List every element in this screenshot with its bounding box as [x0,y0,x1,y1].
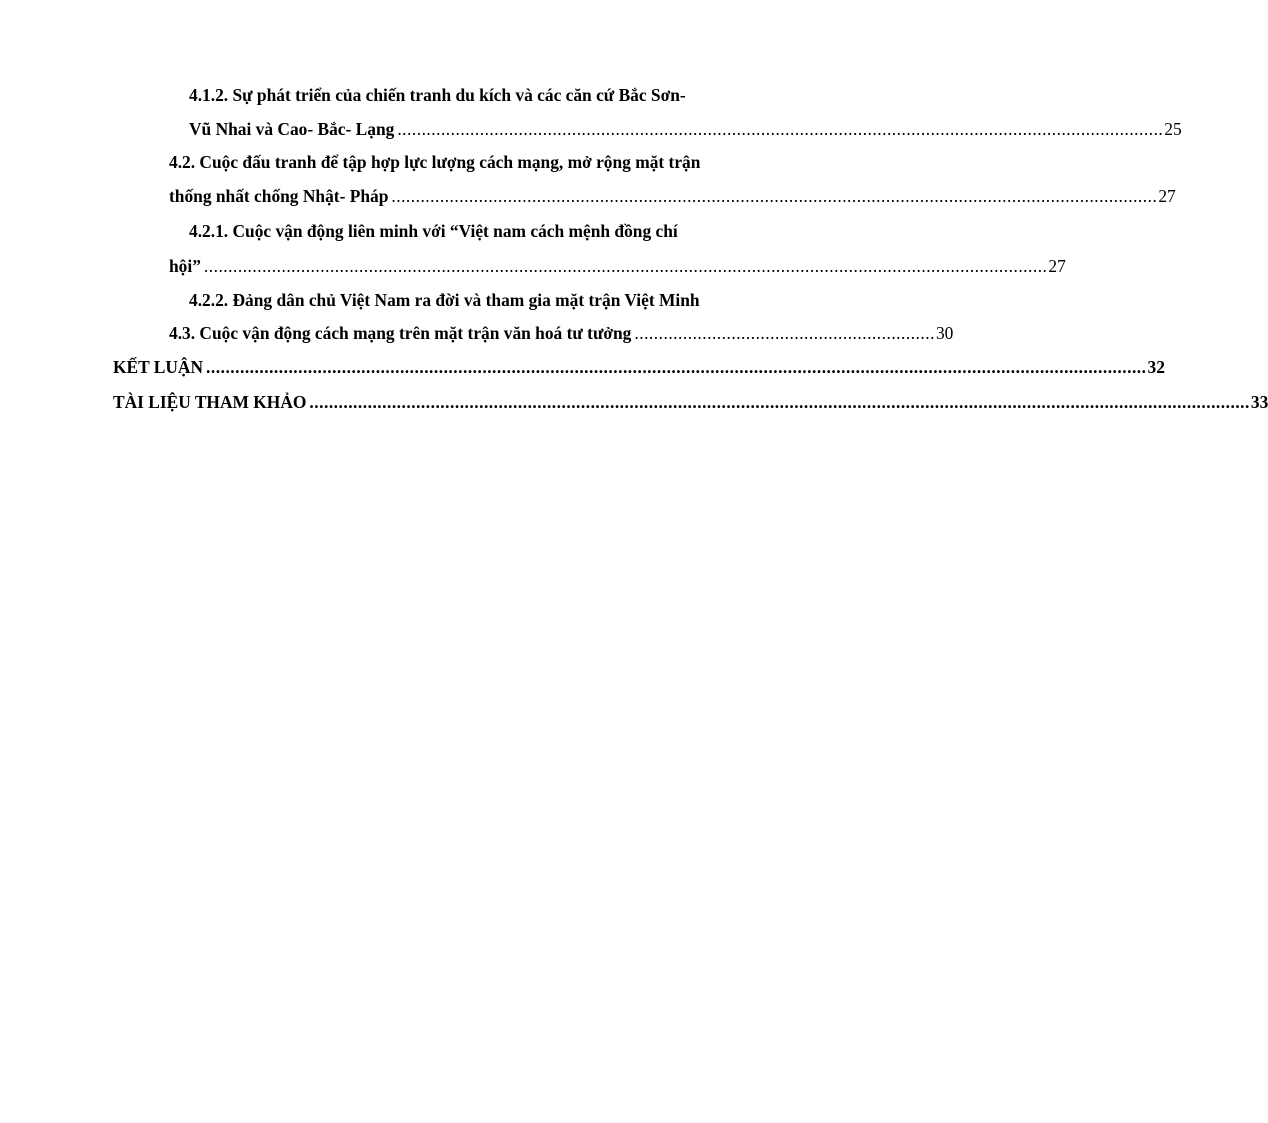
toc-entry-4-3 [169,322,954,344]
toc-entry-tai-lieu-tham-khao [113,391,1268,413]
toc-heading-text: 4.3. Cuộc vận động cách mạng trên mặt trận văn hoá tư tưởng [169,323,632,343]
toc-heading-text: 4.2.2. Đảng dân chủ Việt Nam ra đời và tham gia mặt trận Việt Minh [189,290,700,310]
toc-entry-4-2-line1 [169,151,769,173]
toc-entry-4-1-2-line2 [189,118,1182,140]
toc-heading-text: TÀI LIỆU THAM KHẢO [113,392,307,412]
toc-entry-4-2-line2 [169,185,1176,207]
toc-entry-4-1-2-line1 [189,84,749,106]
dot-leader: .................................................................................................................................................................................................. [206,357,1147,377]
toc-entry-4-2-1-line2 [169,255,1066,277]
page-number: 27 [1158,186,1176,206]
toc-heading-text: 4.1.2. Sự phát triển của chiến tranh du kích và các căn cứ Bắc Sơn- [189,85,686,105]
page-number: 27 [1048,256,1066,276]
toc-entry-4-2-2 [189,289,749,311]
dot-leader: .............................................................................................................................................................................. [203,256,1048,276]
toc-heading-text: KẾT LUẬN [113,357,204,377]
dot-leader: .............................................................................................................................................................. [391,186,1158,206]
toc-heading-text: Vũ Nhai và Cao- Bắc- Lạng [189,119,395,139]
dot-leader: .............................................................. [634,323,935,343]
toc-entry-ket-luan [113,356,1165,378]
toc-heading-text: thống nhất chống Nhật- Pháp [169,186,389,206]
page-number: 32 [1147,357,1165,377]
page-number: 33 [1250,392,1268,412]
page-number: 25 [1164,119,1182,139]
dot-leader: .............................................................................................................................................................. [397,119,1164,139]
dot-leader: .................................................................................................................................................................................................. [309,392,1250,412]
page-number: 30 [935,323,954,343]
toc-heading-text: hội” [169,256,201,276]
toc-entry-4-2-1-line1 [189,220,749,242]
toc-heading-text: 4.2.1. Cuộc vận động liên minh với “Việt nam cách mệnh đồng chí [189,221,678,241]
toc-heading-text: 4.2. Cuộc đấu tranh để tập hợp lực lượng cách mạng, mở rộng mặt trận [169,152,701,172]
